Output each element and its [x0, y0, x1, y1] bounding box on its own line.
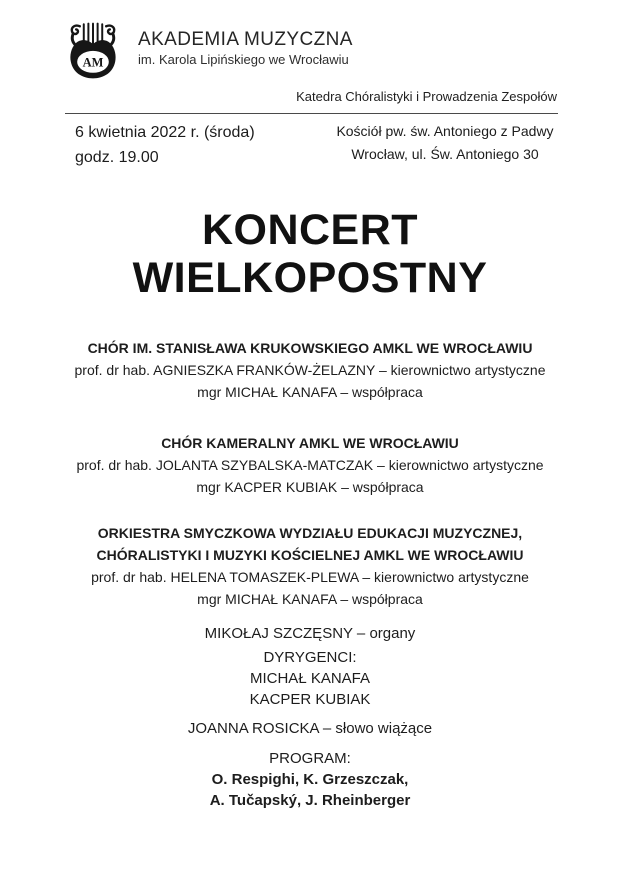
- poster-main: [0, 206, 620, 811]
- brand-subtitle: im. Karola Lipińskiego we Wrocławiu: [138, 52, 349, 67]
- ensemble-credit: prof. dr hab. HELENA TOMASZEK-PLEWA – kierownictwo artystyczne: [91, 569, 529, 585]
- department-line: Katedra Chóralistyki i Prowadzenia Zespołów: [296, 89, 557, 104]
- conductor-name: KACPER KUBIAK: [249, 691, 371, 708]
- event-time: godz. 19.00: [75, 149, 159, 166]
- ensemble-credit: prof. dr hab. AGNIESZKA FRANKÓW-ŻELAZNY – kierownictwo artystyczne: [74, 362, 546, 378]
- brand-header: [63, 21, 353, 79]
- concert-title-line2: WIELKOPOSTNY: [132, 254, 488, 302]
- narrator-line: JOANNA ROSICKA – słowo wiążące: [187, 720, 433, 737]
- event-venue: [320, 120, 570, 166]
- ensemble-credit: prof. dr hab. JOLANTA SZYBALSKA-MATCZAK – kierownictwo artystyczne: [76, 457, 544, 473]
- ensemble-credit: mgr KACPER KUBIAK – współpraca: [196, 479, 424, 495]
- header-divider-line: [65, 113, 558, 114]
- lyre-monogram: AM: [82, 55, 104, 70]
- venue-name: Kościół pw. św. Antoniego z Padwy: [336, 123, 554, 139]
- ensemble-name: ORKIESTRA SMYCZKOWA WYDZIAŁU EDUKACJI MUZYCZNEJ,: [97, 525, 523, 541]
- ensemble-choir-krukowski: [0, 337, 620, 403]
- brand-name: AKADEMIA MUZYCZNA: [138, 29, 353, 50]
- program-composers: O. Respighi, K. Grzeszczak,: [211, 771, 409, 788]
- concert-title: [0, 206, 620, 302]
- ensemble-credit: mgr MICHAŁ KANAFA – współpraca: [197, 591, 423, 607]
- event-datetime: [75, 120, 255, 170]
- brand-text: [138, 21, 353, 68]
- ensemble-name: CHÓR KAMERALNY AMKL WE WROCŁAWIU: [161, 435, 459, 451]
- concert-title-line1: KONCERT: [201, 206, 419, 254]
- ensemble-name: CHÓRALISTYKI I MUZYKI KOŚCIELNEJ AMKL WE WROCŁAWIU: [96, 547, 524, 563]
- program-heading: PROGRAM:: [269, 750, 351, 767]
- ensemble-credit: mgr MICHAŁ KANAFA – współpraca: [197, 384, 423, 400]
- ensemble-chamber-choir: [0, 432, 620, 498]
- program-section: [0, 748, 620, 811]
- program-composers: A. Tučapský, J. Rheinberger: [209, 792, 411, 809]
- conductors-heading: DYRYGENCI:: [263, 649, 357, 666]
- conductors-section: [0, 647, 620, 710]
- ensemble-string-orchestra: [0, 522, 620, 610]
- conductor-name: MICHAŁ KANAFA: [249, 670, 371, 687]
- lyre-icon: [63, 21, 123, 79]
- organ-soloist: MIKOŁAJ SZCZĘSNY – organy: [204, 625, 416, 642]
- ensemble-name: CHÓR IM. STANISŁAWA KRUKOWSKIEGO AMKL WE WROCŁAWIU: [87, 340, 533, 356]
- event-date: 6 kwietnia 2022 r. (środa): [75, 124, 255, 141]
- venue-address: Wrocław, ul. Św. Antoniego 30: [351, 146, 539, 162]
